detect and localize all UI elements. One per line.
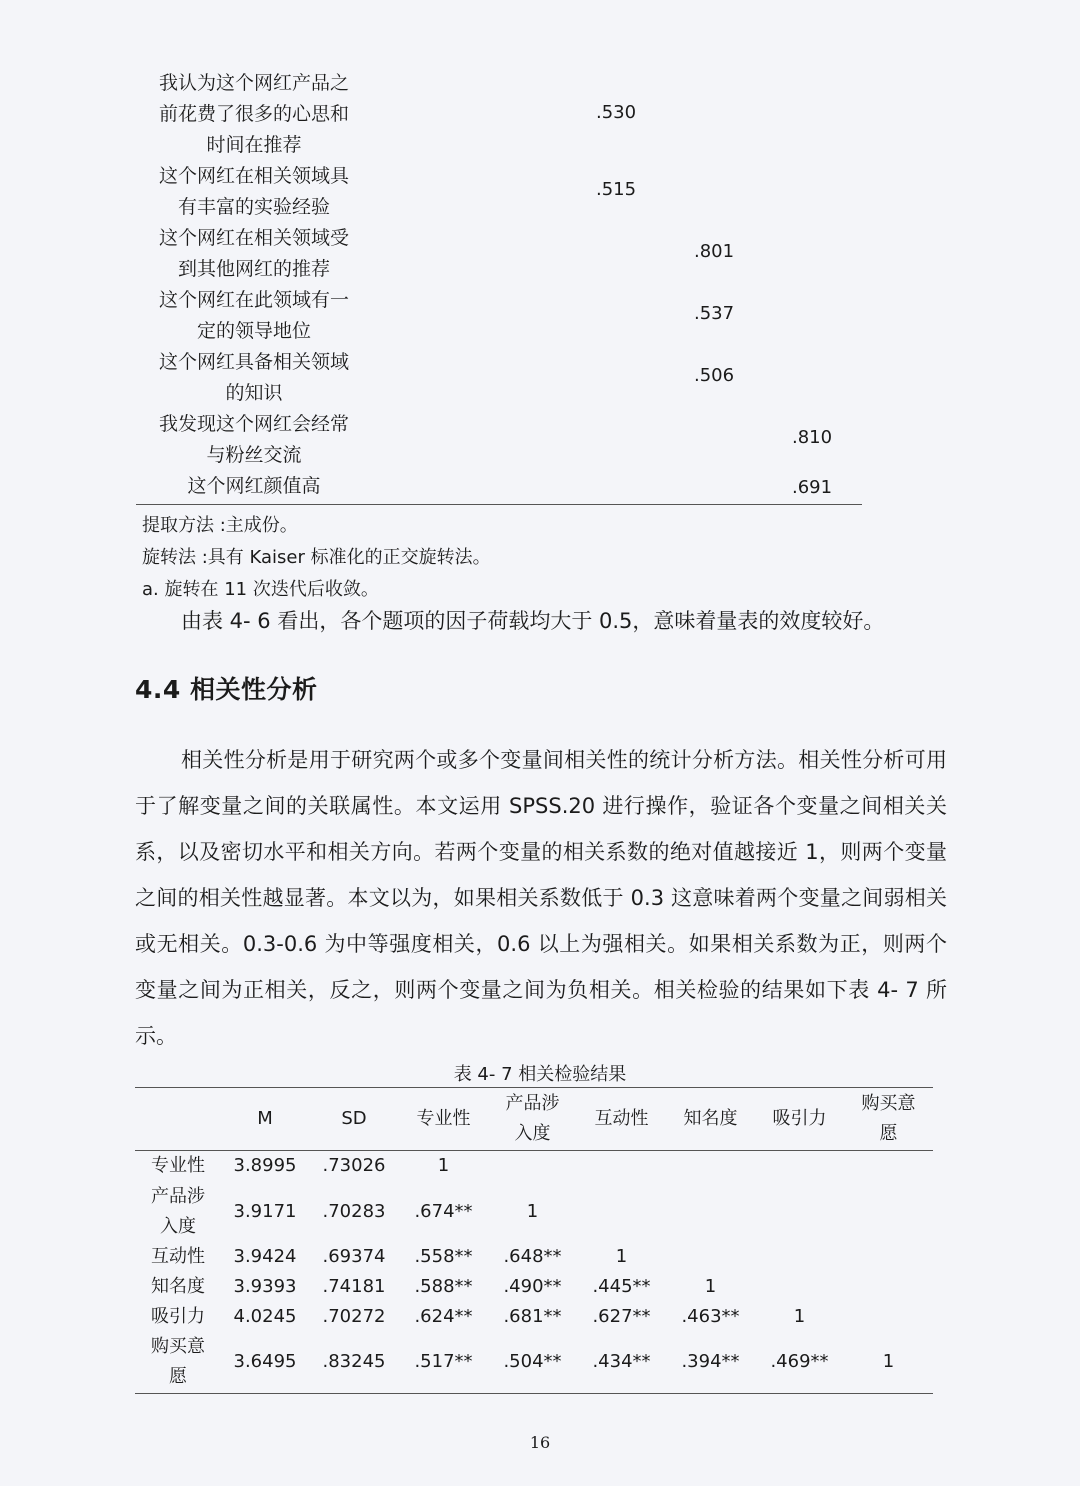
- table-cell: 1: [704, 1276, 717, 1297]
- factor-item-label: [136, 161, 372, 223]
- table-bottom-rule: [136, 504, 862, 505]
- column-header: 知名度: [683, 1108, 738, 1129]
- table-cell: .70272: [322, 1306, 386, 1327]
- table-cell: 3.9171: [233, 1200, 297, 1222]
- table-cell: [666, 1242, 755, 1272]
- factor-item-label-line: 有丰富的实验经验: [177, 196, 330, 218]
- page-number: 16: [529, 1433, 551, 1452]
- factor-item-row: [136, 285, 862, 347]
- factor-loading-value: .515: [596, 179, 637, 200]
- table-cell: [844, 1242, 933, 1272]
- factor-loading-table: [136, 68, 862, 502]
- table-cell: [844, 1272, 933, 1302]
- row-label-line: 购买意: [151, 1336, 205, 1358]
- table-cell: .83245: [322, 1351, 386, 1373]
- row-label-line: 产品涉: [151, 1185, 205, 1207]
- row-label: 吸引力: [151, 1306, 205, 1327]
- section-heading: 4.4 相关性分析: [135, 675, 318, 704]
- table-cell: [844, 1151, 933, 1182]
- column-header: [844, 1088, 933, 1151]
- table-cell: [844, 1302, 933, 1332]
- column-header: [488, 1088, 577, 1151]
- column-header-line: 愿: [879, 1123, 898, 1144]
- table-cell: [755, 1181, 844, 1242]
- factor-item-label-line: 这个网红在相关领域受: [158, 227, 349, 249]
- table-cell: .504**: [503, 1351, 562, 1373]
- table-cell: 4.0245: [233, 1306, 297, 1327]
- column-header-line: 入度: [514, 1123, 551, 1144]
- factor-item-label: [136, 409, 372, 471]
- factor-item-label-line: 这个网红具备相关领域: [158, 351, 349, 373]
- table-caption: 表 4- 7 相关检验结果: [453, 1064, 627, 1085]
- table-cell: 1: [615, 1246, 628, 1267]
- table-row: [135, 1332, 933, 1393]
- factor-item-label-line: 时间在推荐: [206, 134, 302, 156]
- table-cell: 3.9393: [233, 1276, 297, 1297]
- factor-item-row: [136, 471, 862, 502]
- table-cell: .674**: [414, 1200, 473, 1222]
- table-cell: [577, 1181, 666, 1242]
- factor-item-label: [136, 347, 372, 409]
- table-cell: .648**: [503, 1246, 562, 1267]
- row-label: 知名度: [151, 1276, 205, 1297]
- table-cell: .490**: [503, 1276, 562, 1297]
- column-header: 专业性: [416, 1108, 471, 1129]
- table-cell: .74181: [322, 1276, 386, 1297]
- table-row: [135, 1242, 933, 1272]
- factor-loading-value: .530: [596, 101, 637, 123]
- factor-item-label-line: 我发现这个网红会经常: [158, 413, 349, 435]
- note-convergence: a. 旋转在 11 次迭代后收敛。: [142, 579, 379, 600]
- row-label: 互动性: [151, 1246, 205, 1267]
- row-label: [135, 1332, 221, 1393]
- factor-item-label-line: 到其他网红的推荐: [177, 258, 330, 280]
- table-cell: .517**: [414, 1351, 473, 1373]
- conclusion-paragraph: 由表 4- 6 看出，各个题项的因子荷载均大于 0.5，意味着量表的效度较好。: [181, 609, 885, 633]
- factor-item-label-line: 这个网红颜值高: [187, 475, 321, 497]
- factor-item-row: [136, 223, 862, 285]
- table-cell: [755, 1151, 844, 1182]
- table-cell: 3.9424: [233, 1246, 297, 1267]
- row-label-line: 愿: [169, 1366, 187, 1388]
- table-header-row: [135, 1088, 933, 1151]
- table-cell: .394**: [681, 1351, 740, 1373]
- column-header-line: 购买意: [861, 1093, 916, 1114]
- factor-loading-value: .801: [694, 241, 735, 262]
- column-header: M: [257, 1108, 273, 1129]
- table-cell: 1: [437, 1155, 450, 1176]
- column-header: [135, 1088, 221, 1151]
- column-header-line: 产品涉: [505, 1093, 560, 1114]
- table-cell: .73026: [322, 1155, 386, 1176]
- factor-loading-value: .810: [792, 427, 833, 448]
- table-cell: .558**: [414, 1246, 473, 1267]
- factor-loading-value: .506: [694, 365, 735, 386]
- table-cell: .627**: [592, 1306, 651, 1327]
- correlation-table: [135, 1087, 933, 1394]
- table-cell: [666, 1151, 755, 1182]
- factor-loading-value: .691: [792, 477, 833, 498]
- table-row: [135, 1272, 933, 1302]
- factor-item-label-line: 我认为这个网红产品之: [158, 72, 349, 94]
- factor-item-label: [136, 285, 372, 347]
- table-row: [135, 1181, 933, 1242]
- table-cell: 1: [526, 1200, 539, 1222]
- row-label: 专业性: [151, 1155, 205, 1176]
- table-cell: 3.8995: [233, 1155, 297, 1176]
- factor-item-label: [136, 68, 372, 161]
- column-header: SD: [341, 1108, 367, 1129]
- table-row: [135, 1302, 933, 1332]
- row-label: [135, 1181, 221, 1242]
- table-cell: [755, 1242, 844, 1272]
- table-cell: [844, 1181, 933, 1242]
- table-cell: [666, 1181, 755, 1242]
- table-cell: 1: [793, 1306, 806, 1327]
- factor-item-label-line: 的知识: [225, 382, 283, 404]
- table-cell: 3.6495: [233, 1351, 297, 1373]
- row-label-line: 入度: [160, 1215, 196, 1237]
- table-cell: .445**: [592, 1276, 651, 1297]
- table-cell: .463**: [681, 1306, 740, 1327]
- factor-item-label: [136, 471, 372, 502]
- note-extraction: 提取方法 :主成份。: [142, 515, 298, 536]
- factor-item-row: [136, 161, 862, 223]
- table-cell: [577, 1151, 666, 1182]
- table-cell: [755, 1272, 844, 1302]
- table-cell: .434**: [592, 1351, 651, 1373]
- body-paragraph: 相关性分析是用于研究两个或多个变量间相关性的统计分析方法。相关性分析可用于了解变量之间的关联属性。本文运用 SPSS.20 进行操作，验证各个变量之间相关关系，以及密切水平和相关方向。若两个变量的相关系数的绝对值越接近 1，则两个变量之间的相关性越显著。本文以为，如果相关系数低于 0.3 这意味着两个变量之间弱相关或无相关。0.3-0.6 为中等强度相关，0.6 以上为强相关。如果相关系数为正，则两个变量之间为正相关，反之，则两个变量之间为负相关。相关检验的结果如下表 4- 7 所示。: [135, 748, 947, 1048]
- table-cell: 1: [882, 1351, 895, 1373]
- factor-item-row: [136, 68, 862, 161]
- table-cell: .624**: [414, 1306, 473, 1327]
- factor-item-label-line: 前花费了很多的心思和: [158, 103, 349, 125]
- factor-loading-value: .537: [694, 303, 735, 324]
- table-cell: .588**: [414, 1276, 473, 1297]
- factor-item-row: [136, 409, 862, 471]
- table-cell: .681**: [503, 1306, 562, 1327]
- column-header: 吸引力: [772, 1108, 827, 1129]
- table-cell: [488, 1151, 577, 1182]
- table-notes: [142, 510, 491, 606]
- note-rotation: 旋转法 :具有 Kaiser 标准化的正交旋转法。: [142, 547, 491, 568]
- table-cell: .70283: [322, 1200, 386, 1222]
- factor-item-label-line: 与粉丝交流: [206, 444, 302, 466]
- factor-item-label: [136, 223, 372, 285]
- factor-item-label-line: 这个网红在此领域有一: [158, 289, 349, 311]
- column-header: 互动性: [594, 1108, 649, 1129]
- table-cell: .69374: [322, 1246, 386, 1267]
- table-row: [135, 1151, 933, 1182]
- factor-item-row: [136, 347, 862, 409]
- factor-item-label-line: 这个网红在相关领域具: [158, 165, 349, 187]
- factor-item-label-line: 定的领导地位: [196, 320, 311, 342]
- table-cell: .469**: [770, 1351, 829, 1373]
